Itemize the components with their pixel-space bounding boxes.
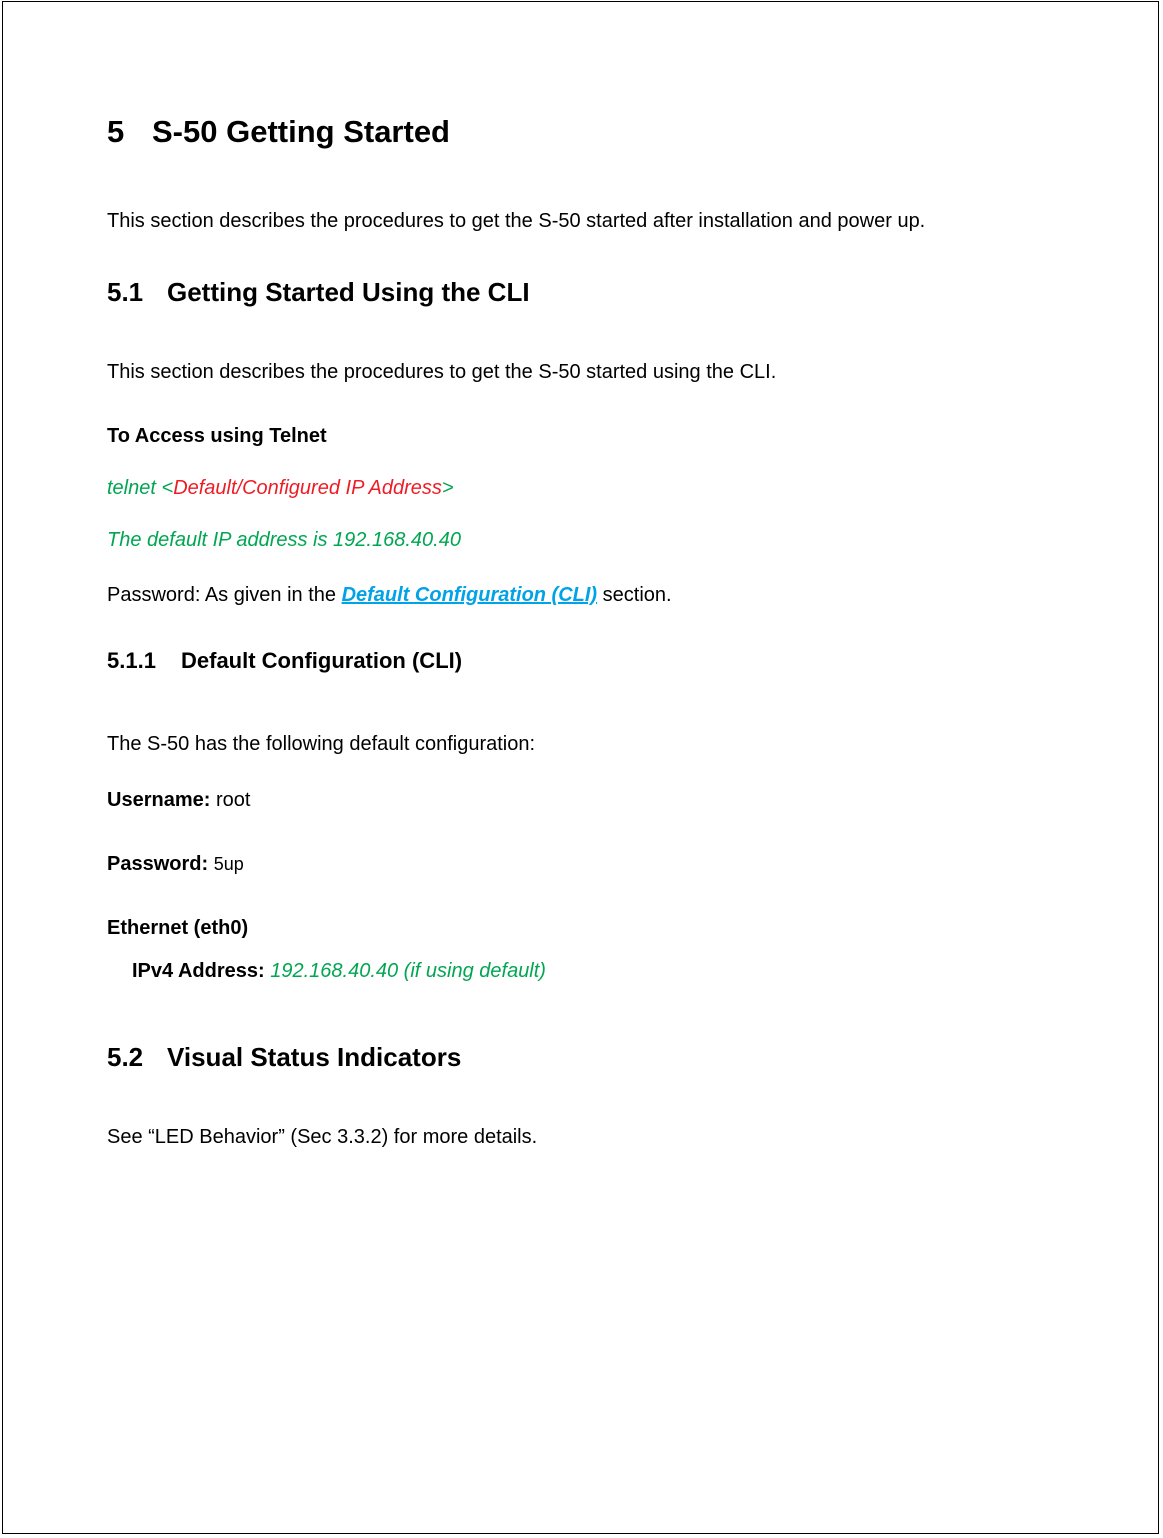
default-ip-note: The default IP address is 192.168.40.40 — [107, 529, 461, 551]
section-5-2-description: See “LED Behavior” (Sec 3.3.2) for more details. — [107, 1126, 538, 1148]
username-line — [107, 789, 250, 812]
telnet-command — [107, 477, 454, 500]
section-5-1-title: Getting Started Using the CLI — [167, 277, 530, 307]
intro-paragraph: This section describes the procedures to get the S-50 started after installation and power up. — [107, 210, 926, 232]
section-5-1-1-number: 5.1.1 — [107, 648, 156, 673]
section-5-1-number: 5.1 — [107, 277, 144, 307]
telnet-cmd: telnet — [107, 477, 156, 499]
ethernet-label: Ethernet (eth0) — [107, 917, 249, 939]
chapter-title: S-50 Getting Started — [152, 114, 450, 149]
telnet-arg: Default/Configured IP Address — [173, 477, 442, 499]
telnet-heading: To Access using Telnet — [107, 425, 327, 447]
chapter-heading — [107, 114, 450, 150]
section-5-1-description: This section describes the procedures to get the S-50 started using the CLI. — [107, 361, 777, 383]
telnet-lt: < — [161, 477, 174, 499]
password-default-line — [107, 853, 244, 876]
section-5-2-heading — [107, 1042, 461, 1073]
chapter-number: 5 — [107, 114, 125, 149]
default-configuration-link[interactable]: Default Configuration (CLI) — [341, 584, 598, 606]
ipv4-line — [132, 960, 546, 983]
section-5-2-title: Visual Status Indicators — [167, 1042, 462, 1072]
telnet-gt: > — [441, 477, 454, 499]
username-label: Username: — [107, 789, 211, 811]
password-prefix: Password: As given in the — [107, 584, 342, 606]
section-5-1-heading — [107, 277, 530, 308]
password-line — [107, 584, 672, 607]
section-5-1-1-title: Default Configuration (CLI) — [181, 648, 463, 673]
ipv4-label: IPv4 Address: — [132, 960, 265, 982]
password-label: Password: — [107, 853, 209, 875]
username-value: root — [215, 789, 251, 811]
password-suffix: section. — [597, 584, 672, 606]
password-value: 5up — [213, 854, 244, 874]
section-5-2-number: 5.2 — [107, 1042, 144, 1072]
ipv4-value: 192.168.40.40 (if using default) — [270, 960, 546, 982]
section-5-1-1-description: The S-50 has the following default configuration: — [107, 733, 536, 755]
section-5-1-1-heading — [107, 648, 462, 674]
